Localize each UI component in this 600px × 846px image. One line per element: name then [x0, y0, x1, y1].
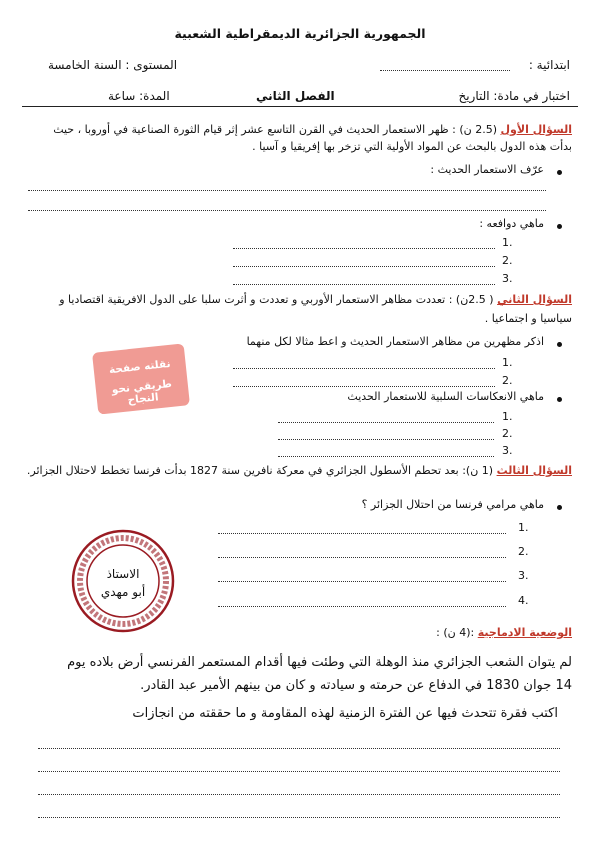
duration-label: المدة: ساعة: [108, 89, 170, 103]
q1-line1: [53, 123, 572, 136]
integration-title: الوضعية الادماجية: [477, 626, 572, 639]
answer-line: [38, 817, 560, 818]
q2-num2b: 2.: [502, 427, 513, 440]
answer-line: [233, 368, 495, 369]
bullet-icon: [557, 342, 562, 347]
answer-line: [218, 557, 506, 558]
q3-num3: 3.: [518, 569, 529, 582]
exam-label: اختبار في مادة: التاريخ: [458, 89, 570, 103]
answer-line: [218, 533, 506, 534]
integration-line3: اكتب فقرة تتحدث فيها عن الفترة الزمنية لهذه المقاومة و ما حققته من انجازات: [132, 706, 558, 721]
integration-line1: لم يتوان الشعب الجزائري منذ الوهلة التي وطئت فيها أقدام المستعمر الفرنسي أرض بلاده يوم: [67, 655, 572, 670]
term-label: الفصل الثاني: [256, 89, 335, 103]
q3-num1: 1.: [518, 521, 529, 534]
q3-num2: 2.: [518, 545, 529, 558]
q2-title: السؤال الثاني: [497, 293, 572, 306]
q1-title: السؤال الأول: [500, 123, 572, 136]
answer-line: [233, 284, 495, 285]
q3-line: [27, 464, 572, 477]
answer-line: [278, 439, 494, 440]
stamp-name-line1: الاستاذ: [106, 567, 140, 581]
answer-line: [38, 748, 560, 749]
q2-line1: [59, 293, 572, 306]
q2-text2: سياسيا و اجتماعيا .: [484, 312, 572, 325]
answer-line: [278, 456, 494, 457]
q1-points: (2.5 ن) :: [452, 123, 498, 136]
q2-item1: اذكر مظهرين من مظاهر الاستعمار الحديث و اعط مثالا لكل منهما: [246, 335, 544, 348]
q2-num1b: 1.: [502, 410, 513, 423]
answer-line: [233, 248, 495, 249]
q2-points: ( 2.5ن) :: [448, 293, 494, 306]
q3-title: السؤال الثالث: [496, 464, 572, 477]
q3-num4: 4.: [518, 594, 529, 607]
bullet-icon: [557, 224, 562, 229]
page-stamp: [92, 343, 190, 414]
bullet-icon: [557, 397, 562, 402]
q2-num3b: 3.: [502, 444, 513, 457]
republic-title: الجمهورية الجزائرية الديمقراطية الشعبية: [174, 26, 426, 41]
bullet-icon: [557, 170, 562, 175]
stamp-name-line2: أبو مهدي: [100, 585, 146, 599]
answer-line: [38, 771, 560, 772]
q1-text2: بدأت هذه الدول بالبحث عن المواد الأولية التي تزخر بها إفريقيا و آسيا .: [252, 140, 572, 153]
answer-line: [233, 266, 495, 267]
q2-item2: ماهي الانعكاسات السلبية للاستعمار الحديث: [347, 390, 544, 403]
answer-line: [38, 794, 560, 795]
q2-num1: 1.: [502, 356, 513, 369]
bullet-icon: [557, 505, 562, 510]
teacher-stamp: [70, 528, 176, 634]
q3-item1: ماهي مرامي فرنسا من احتلال الجزائر ؟: [361, 498, 544, 511]
integration-heading: [436, 626, 572, 639]
answer-line: [233, 386, 495, 387]
stamp-line1: نقلته صفحة: [108, 357, 172, 377]
school-dots: [380, 70, 510, 71]
school-label: ابتدائية :: [528, 58, 570, 72]
q2-num2: 2.: [502, 374, 513, 387]
q1-num1: 1.: [502, 236, 513, 249]
answer-line: [278, 422, 494, 423]
q1-item1: عرّف الاستعمار الحديث :: [430, 163, 544, 176]
level-label: المستوى : السنة الخامسة: [48, 58, 178, 72]
q1-text1: ظهر الاستعمار الحديث في القرن التاسع عشر إثر قيام الثورة الصناعية في أوروبا ، حيث: [53, 123, 449, 136]
answer-line: [28, 210, 546, 211]
answer-line: [28, 190, 546, 191]
answer-line: [218, 606, 506, 607]
q2-text1: تعددت مظاهر الاستعمار الأوربي و تعددت و أثرت سلبا على الدول الافريقية اقتصاديا و: [59, 293, 446, 306]
stamp-line2: طريقي نحو النجاح: [111, 377, 173, 407]
q1-num3: 3.: [502, 272, 513, 285]
header-divider: [22, 106, 578, 107]
answer-line: [218, 581, 506, 582]
q1-item2: ماهي دوافعه :: [479, 217, 544, 230]
q3-text: (1 ن): بعد تحطم الأسطول الجزائري في معركة نافرين سنة 1827 بدأت فرنسا تخطط لاحتلال الجزائر.: [26, 464, 494, 477]
integration-points: :(4 ن) :: [436, 626, 475, 639]
integration-line2: 14 جوان 1830 في الدفاع عن حرمته و سيادته و كان من بينهم الأمير عبد القادر.: [140, 678, 572, 693]
q1-num2: 2.: [502, 254, 513, 267]
